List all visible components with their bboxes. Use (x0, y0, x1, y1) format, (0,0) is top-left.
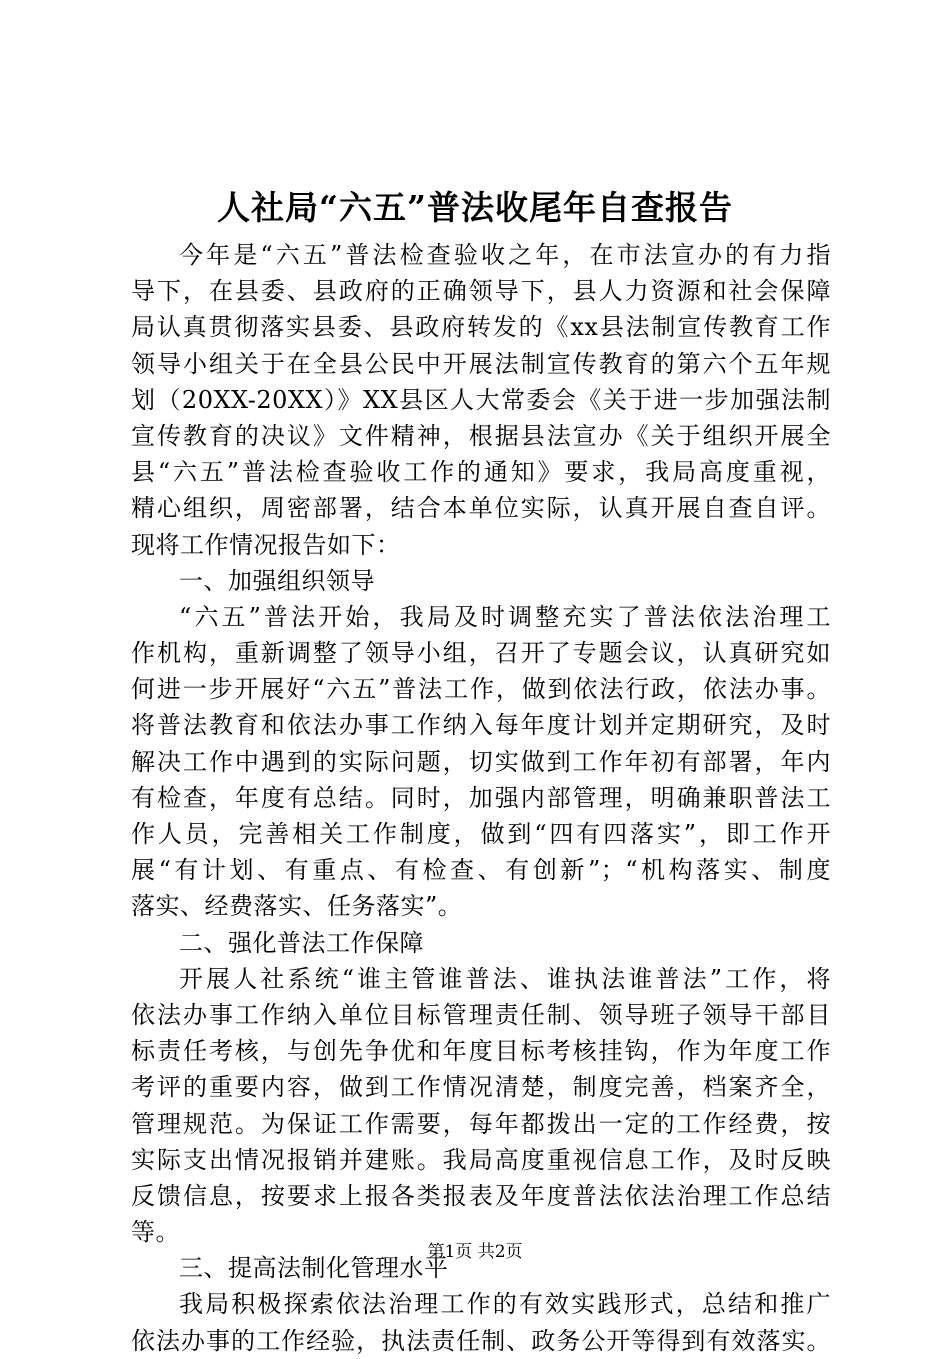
document-title: 人社局“六五”普法收尾年自查报告 (217, 188, 733, 227)
paragraph-line: 作机构，重新调整了领导小组，召开了专题会议，认真研究如 (131, 639, 831, 668)
paragraph-line: 我局积极探索依法治理工作的有效实践形式，总结和推广 (179, 1290, 831, 1319)
paragraph-line: 依法办事工作纳入单位目标管理责任制、领导班子领导干部目 (131, 1000, 831, 1029)
paragraph-line: 领导小组关于在全县公民中开展法制宣传教育的第六个五年规 (131, 349, 831, 378)
paragraph-line: 依法办事的工作经验，执法责任制、政务公开等得到有效落实。 (131, 1326, 831, 1355)
paragraph-line: 划（20XX-20XX）》XX县区人大常委会《关于进一步加强法制 (131, 385, 831, 414)
page-footer: 第1页 共2页 (427, 1242, 523, 1262)
paragraph-line: 开展人社系统“谁主管谁普法、谁执法谁普法”工作，将 (179, 964, 831, 993)
paragraph-line: 今年是“六五”普法检查验收之年，在市法宣办的有力指 (179, 241, 831, 269)
paragraph-line: 实际支出情况报销并建账。我局高度重视信息工作，及时反映 (131, 1145, 831, 1174)
paragraph-line: 标责任考核，与创先争优和年度目标考核挂钩，作为年度工作 (131, 1037, 831, 1066)
paragraph-line: 现将工作情况报告如下： (131, 530, 401, 559)
document-body (131, 237, 831, 1359)
paragraph-line: 落实、经费落实、任务落实”。 (131, 892, 463, 921)
paragraph-line: 县“六五”普法检查验收工作的通知》要求，我局高度重视， (131, 458, 831, 487)
paragraph-line: 将普法教育和依法办事工作纳入每年度计划并定期研究，及时 (131, 711, 831, 740)
paragraph-line: 考评的重要内容，做到工作情况清楚，制度完善，档案齐全， (131, 1073, 831, 1102)
paragraph-line: 宣传教育的决议》文件精神，根据县法宣办《关于组织开展全 (131, 421, 831, 450)
paragraph-line: 反馈信息，按要求上报各类报表及年度普法依法治理工作总结 (131, 1181, 831, 1210)
paragraph-line: 展“有计划、有重点、有检查、有创新”；“机构落实、制度 (131, 856, 831, 885)
paragraph-line: 作人员，完善相关工作制度，做到“四有四落实”，即工作开 (131, 820, 831, 848)
paragraph-line: 局认真贯彻落实县委、县政府转发的《xx县法制宣传教育工作 (131, 313, 831, 342)
paragraph-line: 解决工作中遇到的实际问题，切实做到工作年初有部署，年内 (131, 747, 831, 776)
paragraph-line: 有检查，年度有总结。同时，加强内部管理，明确兼职普法工 (131, 783, 831, 812)
paragraph-line: 何进一步开展好“六五”普法工作，做到依法行政，依法办事。 (131, 675, 831, 704)
paragraph-line: “六五”普法开始，我局及时调整充实了普法依法治理工 (179, 602, 831, 631)
paragraph-line: 精心组织，周密部署，结合本单位实际，认真开展自查自评。 (131, 494, 831, 523)
section-heading: 三、提高法制化管理水平 (179, 1254, 449, 1283)
section-heading: 二、强化普法工作保障 (179, 928, 424, 957)
paragraph-line: 管理规范。为保证工作需要，每年都拨出一定的工作经费，按 (131, 1109, 831, 1138)
section-heading: 一、加强组织领导 (179, 566, 375, 595)
paragraph-line: 等。 (131, 1218, 180, 1247)
paragraph-line: 导下，在县委、县政府的正确领导下，县人力资源和社会保障 (131, 277, 831, 306)
